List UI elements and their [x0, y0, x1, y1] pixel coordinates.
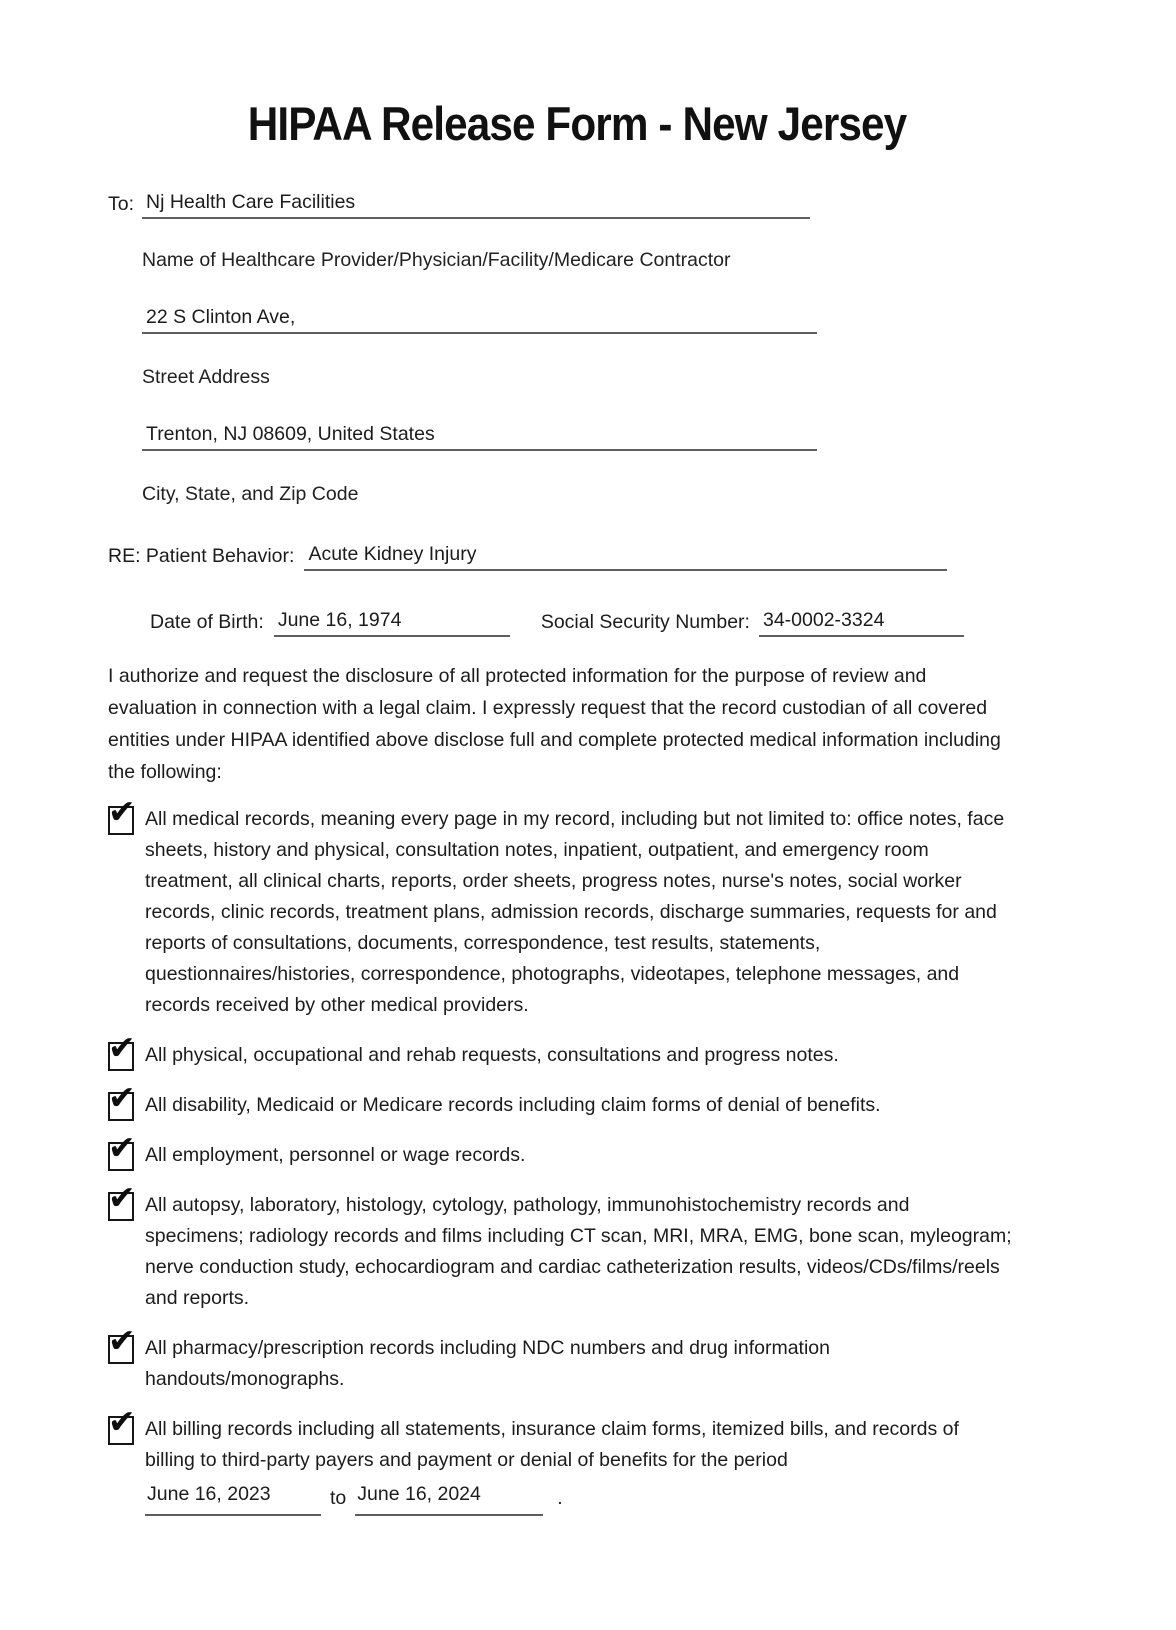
city-state-zip-value: Trenton, NJ 08609, United States	[146, 423, 435, 445]
checkmark-icon: ✔	[108, 1078, 136, 1117]
dob-value: June 16, 1974	[277, 609, 402, 631]
period-from-value: June 16, 2023	[147, 1483, 271, 1505]
checklist-item-label: All employment, personnel or wage records.	[145, 1144, 526, 1166]
checklist-item-label: All pharmacy/prescription records including NDC numbers and drug information handouts/monographs.	[145, 1337, 830, 1390]
street-address-caption: Street Address	[142, 366, 270, 388]
dob-ssn-row	[150, 609, 1046, 637]
street-address-value: 22 S Clinton Ave,	[146, 306, 296, 328]
checkbox[interactable]	[108, 1078, 136, 1121]
period-from-field[interactable]	[145, 1479, 321, 1516]
checklist-item	[108, 1128, 1046, 1171]
patient-behavior-value: Acute Kidney Injury	[308, 543, 477, 565]
period-terminator: .	[557, 1487, 563, 1509]
checkmark-icon: ✔	[108, 792, 136, 831]
ssn-value: 34-0002-3324	[762, 609, 885, 631]
recipient-name-row	[108, 191, 1046, 219]
checklist	[108, 792, 1046, 1516]
checkmark-icon: ✔	[108, 1321, 136, 1360]
checklist-item-label: All medical records, meaning every page in my record, including but not limited to: office notes, face sheets, history and physical, consultation notes, inpatient, outpatient, and emergency room treatment, all clinical charts, reports, order sheets, progress notes, nurse's notes, social worker records, clinic records, treatment plans, admission records, discharge summaries, requests for and reports of consultations, documents, correspondence, test results, statements, questionnaires/histories, correspondence, photographs, videotapes, telephone messages, and records received by other medical providers.	[145, 808, 1005, 1016]
period-to-word: to	[330, 1487, 347, 1509]
period-to-field[interactable]	[355, 1479, 543, 1516]
street-address-field[interactable]	[142, 306, 817, 334]
checklist-item	[108, 1402, 1046, 1516]
checkbox[interactable]	[108, 1128, 136, 1171]
checklist-item-label: All disability, Medicaid or Medicare records including claim forms of denial of benefits.	[145, 1094, 881, 1116]
checklist-item	[108, 1078, 1046, 1121]
city-state-zip-caption: City, State, and Zip Code	[142, 483, 359, 505]
checklist-item-text	[145, 1040, 839, 1071]
checkbox[interactable]	[108, 792, 136, 835]
checklist-item-text	[145, 1140, 525, 1171]
dob-field[interactable]	[274, 609, 510, 637]
checklist-item-text	[145, 1090, 881, 1121]
checkbox[interactable]	[108, 1402, 136, 1445]
checkmark-icon: ✔	[108, 1402, 136, 1441]
page-title: HIPAA Release Form - New Jersey	[247, 97, 907, 150]
dob-label: Date of Birth:	[150, 611, 264, 633]
checkbox[interactable]	[108, 1321, 136, 1364]
patient-behavior-row	[108, 543, 1046, 571]
checklist-item	[108, 1178, 1046, 1314]
patient-behavior-label: RE: Patient Behavior:	[108, 545, 295, 567]
checkmark-icon: ✔	[108, 1128, 136, 1167]
period-to-value: June 16, 2024	[357, 1483, 481, 1505]
recipient-name-value: Nj Health Care Facilities	[146, 191, 356, 213]
checklist-item-text	[145, 1414, 1013, 1516]
checkmark-icon: ✔	[108, 1178, 136, 1217]
checklist-item	[108, 1028, 1046, 1071]
authorization-paragraph: I authorize and request the disclosure of all protected information for the purpose of review and evaluation in connection with a legal claim. I expressly request that the record custodian of all covered entities under HIPAA identified above disclose full and complete protected medical information including the following:	[108, 665, 1001, 783]
recipient-name-caption: Name of Healthcare Provider/Physician/Facility/Medicare Contractor	[142, 249, 731, 271]
checkbox[interactable]	[108, 1028, 136, 1071]
checkmark-icon: ✔	[108, 1028, 136, 1067]
checklist-item	[108, 792, 1046, 1021]
checklist-item-text	[145, 804, 1013, 1021]
street-address-row	[142, 306, 1046, 334]
checklist-item-text	[145, 1190, 1013, 1314]
patient-behavior-field[interactable]	[304, 543, 947, 571]
checklist-item	[108, 1321, 1046, 1395]
to-label: To:	[108, 193, 135, 215]
checklist-item-label: All physical, occupational and rehab requests, consultations and progress notes.	[145, 1044, 839, 1066]
ssn-field[interactable]	[759, 609, 964, 637]
city-state-zip-row	[142, 423, 1046, 451]
recipient-name-field[interactable]	[142, 191, 810, 219]
checklist-item-label: All billing records including all statements, insurance claim forms, itemized bills, and records of billing to third-party payers and payment or denial of benefits for the period	[145, 1418, 959, 1471]
city-state-zip-field[interactable]	[142, 423, 817, 451]
billing-period-line	[145, 1476, 1013, 1516]
checkbox[interactable]	[108, 1178, 136, 1221]
checklist-item-label: All autopsy, laboratory, histology, cytology, pathology, immunohistochemistry records and specimens; radiology records and films including CT scan, MRI, MRA, EMG, bone scan, myleogram; nerve conduction study, echocardiogram and cardiac catheterization results, videos/CDs/films/reels and reports.	[145, 1194, 1012, 1309]
ssn-label: Social Security Number:	[540, 611, 750, 633]
checklist-item-text	[145, 1333, 1013, 1395]
